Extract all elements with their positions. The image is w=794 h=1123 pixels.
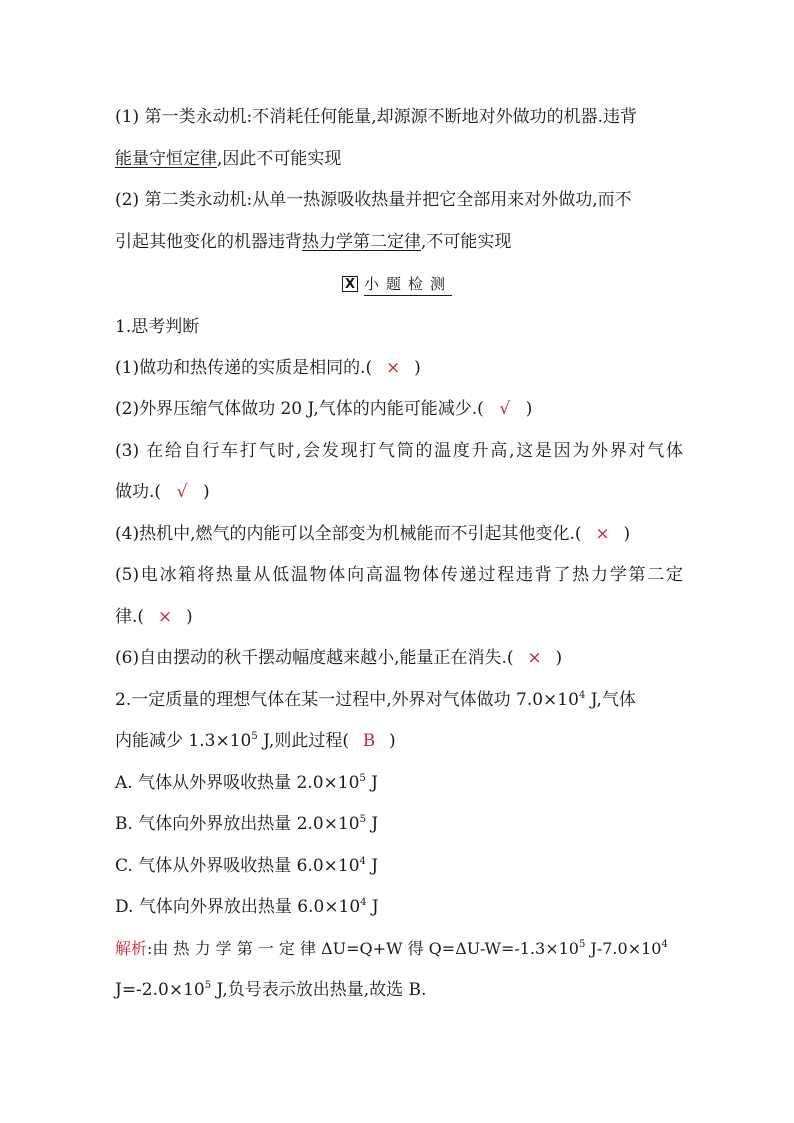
q1-item-5-text-2: 律.( (115, 607, 145, 627)
q2-option-d-text: D. 气体向外界放出热量 6.0×10 (115, 897, 361, 917)
intro-p1-line2 (115, 148, 683, 170)
q2-option-a (115, 772, 683, 794)
q1-item-1-answer: × (386, 358, 401, 378)
q2-option-d-unit: J (366, 897, 379, 917)
q1-item-4-text: (4)热机中,燃气的内能可以全部变为机械能而不引起其他变化.( (115, 524, 582, 544)
q2-option-c-text: C. 气体从外界吸收热量 6.0×10 (115, 856, 360, 876)
q1-item-3-close: ) (203, 482, 210, 502)
solution-label: 解析 (115, 939, 148, 958)
q2-answer: B (362, 731, 376, 751)
solution-exp-3: 5 (204, 980, 212, 991)
q1-item-3-text-2: 做功.( (115, 482, 162, 502)
intro-p2-line2 (115, 231, 683, 253)
q2-stem-text-1: 2.一定质量的理想气体在某一过程中,外界对气体做功 7.0×10 (115, 690, 579, 710)
q2-stem-text-2b: J,则此过程( (257, 731, 349, 751)
section-title: 小题检测 (364, 273, 452, 296)
solution-text-2: J=-2.0×10 (115, 980, 205, 1000)
q1-item-2-text: (2)外界压缩气体做功 20 J,气体的内能可能减少.( (115, 399, 484, 419)
answer-underlined-second-law: 热力学第二定律 (302, 232, 421, 252)
q1-item-3-answer: √ (176, 482, 188, 502)
section-heading (342, 273, 452, 295)
q2-option-a-exp: 5 (359, 773, 366, 784)
q1-item-2 (115, 398, 683, 420)
q2-option-c-exp: 4 (359, 856, 366, 867)
q2-stem-close: ) (388, 731, 396, 751)
q1-item-2-close: ) (525, 399, 533, 419)
q1-title (115, 316, 683, 338)
q1-item-6 (115, 647, 683, 669)
intro-p2-text-a: 引起其他变化的机器违背 (115, 232, 302, 252)
q2-stem-text-2: 内能减少 1.3×10 (115, 731, 252, 751)
q1-item-2-answer: √ (499, 399, 511, 419)
q1-item-5-line1 (115, 564, 683, 586)
q2-option-c (115, 855, 683, 877)
intro-p2-tail: ,不可能实现 (421, 232, 512, 252)
q2-stem-exp-1: 4 (578, 690, 586, 701)
solution-exp-1: 5 (578, 939, 586, 950)
q2-option-d (115, 896, 683, 918)
intro-p1-text: (1) 第一类永动机:不消耗任何能量,却源源不断地对外做功的机器.违背 (115, 107, 638, 127)
q1-title-text: 1.思考判断 (115, 317, 200, 337)
solution-line2 (115, 979, 683, 1001)
x-box-icon: X (342, 276, 358, 292)
q1-item-5-text: (5)电冰箱将热量从低温物体向高温物体传递过程违背了热力学第二定 (115, 565, 683, 585)
intro-p2-line1 (115, 189, 683, 211)
q1-item-1-close: ) (414, 358, 421, 378)
q1-item-3-text: (3) 在给自行车打气时,会发现打气筒的温度升高,这是因为外界对气体 (115, 441, 683, 461)
q2-option-b (115, 813, 683, 835)
answer-underlined-energy-conservation: 能量守恒定律 (115, 149, 217, 169)
intro-p2-text: (2) 第二类永动机:从单一热源吸收热量并把它全部用来对外做功,而不 (115, 190, 632, 210)
q2-option-a-unit: J (365, 773, 378, 793)
solution-exp-2: 4 (661, 939, 668, 950)
intro-p1-tail: ,因此不可能实现 (217, 149, 342, 169)
q2-stem-exp-2: 5 (251, 731, 258, 742)
solution-text-2b: J,负号表示放出热量,故选 B. (211, 980, 427, 1000)
q1-item-6-answer: × (527, 648, 542, 668)
solution-line1 (115, 938, 683, 960)
solution-text-1b: J-7.0×10 (585, 939, 662, 958)
q1-item-4-answer: × (595, 524, 610, 544)
q1-item-5-line2 (115, 606, 683, 628)
q2-option-b-unit: J (366, 814, 379, 834)
q2-option-a-text: A. 气体从外界吸收热量 2.0×10 (115, 773, 360, 793)
q1-item-3-line2 (115, 481, 683, 503)
q2-stem-line1 (115, 689, 683, 711)
q1-item-4 (115, 523, 683, 545)
solution-text-1: :由 热 力 学 第 一 定 律 ΔU=Q+W 得 Q=ΔU-W=-1.3×10 (147, 939, 579, 958)
q2-option-c-unit: J (365, 856, 379, 876)
q1-item-5-answer: × (157, 607, 173, 627)
q2-option-d-exp: 4 (360, 897, 367, 908)
q2-option-b-text: B. 气体向外界放出热量 2.0×10 (115, 814, 360, 834)
q1-item-6-close: ) (555, 648, 563, 668)
q1-item-3-line1 (115, 440, 683, 462)
intro-p1-line1 (115, 106, 683, 128)
q2-option-b-exp: 5 (359, 814, 366, 825)
q1-item-5-close: ) (186, 607, 193, 627)
q1-item-1-text: (1)做功和热传递的实质是相同的.( (115, 358, 373, 378)
q2-stem-text-1b: J,气体 (585, 690, 636, 710)
q2-stem-line2 (115, 730, 683, 752)
q1-item-4-close: ) (623, 524, 631, 544)
q1-item-6-text: (6)自由摆动的秋千摆动幅度越来越小,能量正在消失.( (115, 648, 514, 668)
q1-item-1 (115, 357, 683, 379)
